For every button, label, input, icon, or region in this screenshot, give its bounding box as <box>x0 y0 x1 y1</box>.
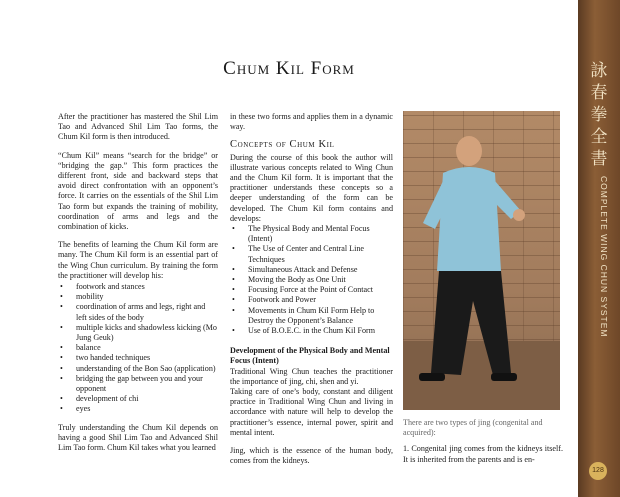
numbered-item: 1. Congenital jing comes from the kidneys itself. It is inherited from the parents and is en- <box>403 444 563 464</box>
list-item: • bridging the gap between you and your opponent <box>58 374 218 394</box>
middle-column <box>230 112 393 475</box>
list-item: • Focusing Force at the Point of Contact <box>230 285 393 295</box>
paragraph: in these two forms and applies them in a dynamic way. <box>230 112 393 132</box>
list-item: • development of chi <box>58 394 218 404</box>
figure-silhouette <box>403 111 560 410</box>
list-item: • Footwork and Power <box>230 295 393 305</box>
section-heading: Concepts of Chum Kil <box>230 139 335 151</box>
right-column <box>403 418 563 465</box>
jing-intro: There are two types of jing (congenital and acquired): <box>403 418 543 438</box>
list-item: • eyes <box>58 404 218 414</box>
page-number: 128 <box>589 462 607 480</box>
list-item: • Movements in Chum Kil Form Help to Destroy the Opponent’s Balance <box>230 306 393 326</box>
list-item: • mobility <box>58 292 218 302</box>
list-item: • The Physical Body and Mental Focus (Intent) <box>230 224 393 244</box>
list-item: • coordination of arms and legs, right and left sides of the body <box>58 302 218 322</box>
concepts-list <box>230 224 393 336</box>
list-item: • balance <box>58 343 218 353</box>
benefits-list <box>58 282 218 415</box>
paragraph: “Chum Kil” means “search for the bridge” or “bridging the gap.” This form practices the different front, side and backward steps that avoid direct confrontation with an opponent’s force. It carries on the essentials of the Shil Lim Tao form but expands the training of mobility, coordination of arms and legs and the combination of kicks. <box>58 150 218 232</box>
martial-artist-photo <box>403 111 560 410</box>
paragraph: Truly understanding the Chum Kil depends on having a good Shil Lim Tao and Advanced Shil Lim Tao form. Chum Kil takes what you learned <box>58 422 218 453</box>
list-item: • The Use of Center and Central Line Techniques <box>230 244 393 264</box>
list-item: • multiple kicks and shadowless kicking (Mo Jung Geuk) <box>58 323 218 343</box>
spine-english-title: COMPLETE WING CHUN SYSTEM <box>599 176 609 338</box>
list-item: • two handed techniques <box>58 353 218 363</box>
paragraph: Jing, which is the essence of the human body, comes from the kidneys. <box>230 446 393 466</box>
left-column <box>58 112 218 461</box>
list-item: • footwork and stances <box>58 282 218 292</box>
list-item: • understanding of the Bon Sao (application) <box>58 364 218 374</box>
paragraph: Taking care of one’s body, constant and diligent practice in Traditional Wing Chun and living in accordance with nature will help to develop the practitioner’s essence, internal power, spirit and mental intent. <box>230 387 393 437</box>
spine-chinese-title: 詠 春 拳 全 書 <box>590 61 608 169</box>
subsection-heading: Development of the Physical Body and Mental Focus (Intent) <box>230 346 390 366</box>
page-title: Chum Kil Form <box>223 58 355 79</box>
list-item: • Moving the Body as One Unit <box>230 275 393 285</box>
paragraph: After the practitioner has mastered the Shil Lim Tao and Advanced Shil Lim Tao forms, the Chum Kil form is then introduced. <box>58 112 218 142</box>
paragraph: Traditional Wing Chun teaches the practitioner the importance of jing, chi, shen and yi. <box>230 366 393 386</box>
paragraph: During the course of this book the author will illustrate various concepts related to Wing Chun and the Chum Kil form. It is important that the practitioner understands these concepts so a deeper understanding of the form can be developed. The Chum Kil form contains and develops: <box>230 152 393 223</box>
list-item: • Use of B.O.E.C. in the Chum Kil Form <box>230 326 393 336</box>
list-item: • Simultaneous Attack and Defense <box>230 265 393 275</box>
paragraph: The benefits of learning the Chum Kil form are many. The Chum Kil form is an essential part of the Wing Chun curriculum. By training the form the practitioner will develop his: <box>58 240 218 280</box>
